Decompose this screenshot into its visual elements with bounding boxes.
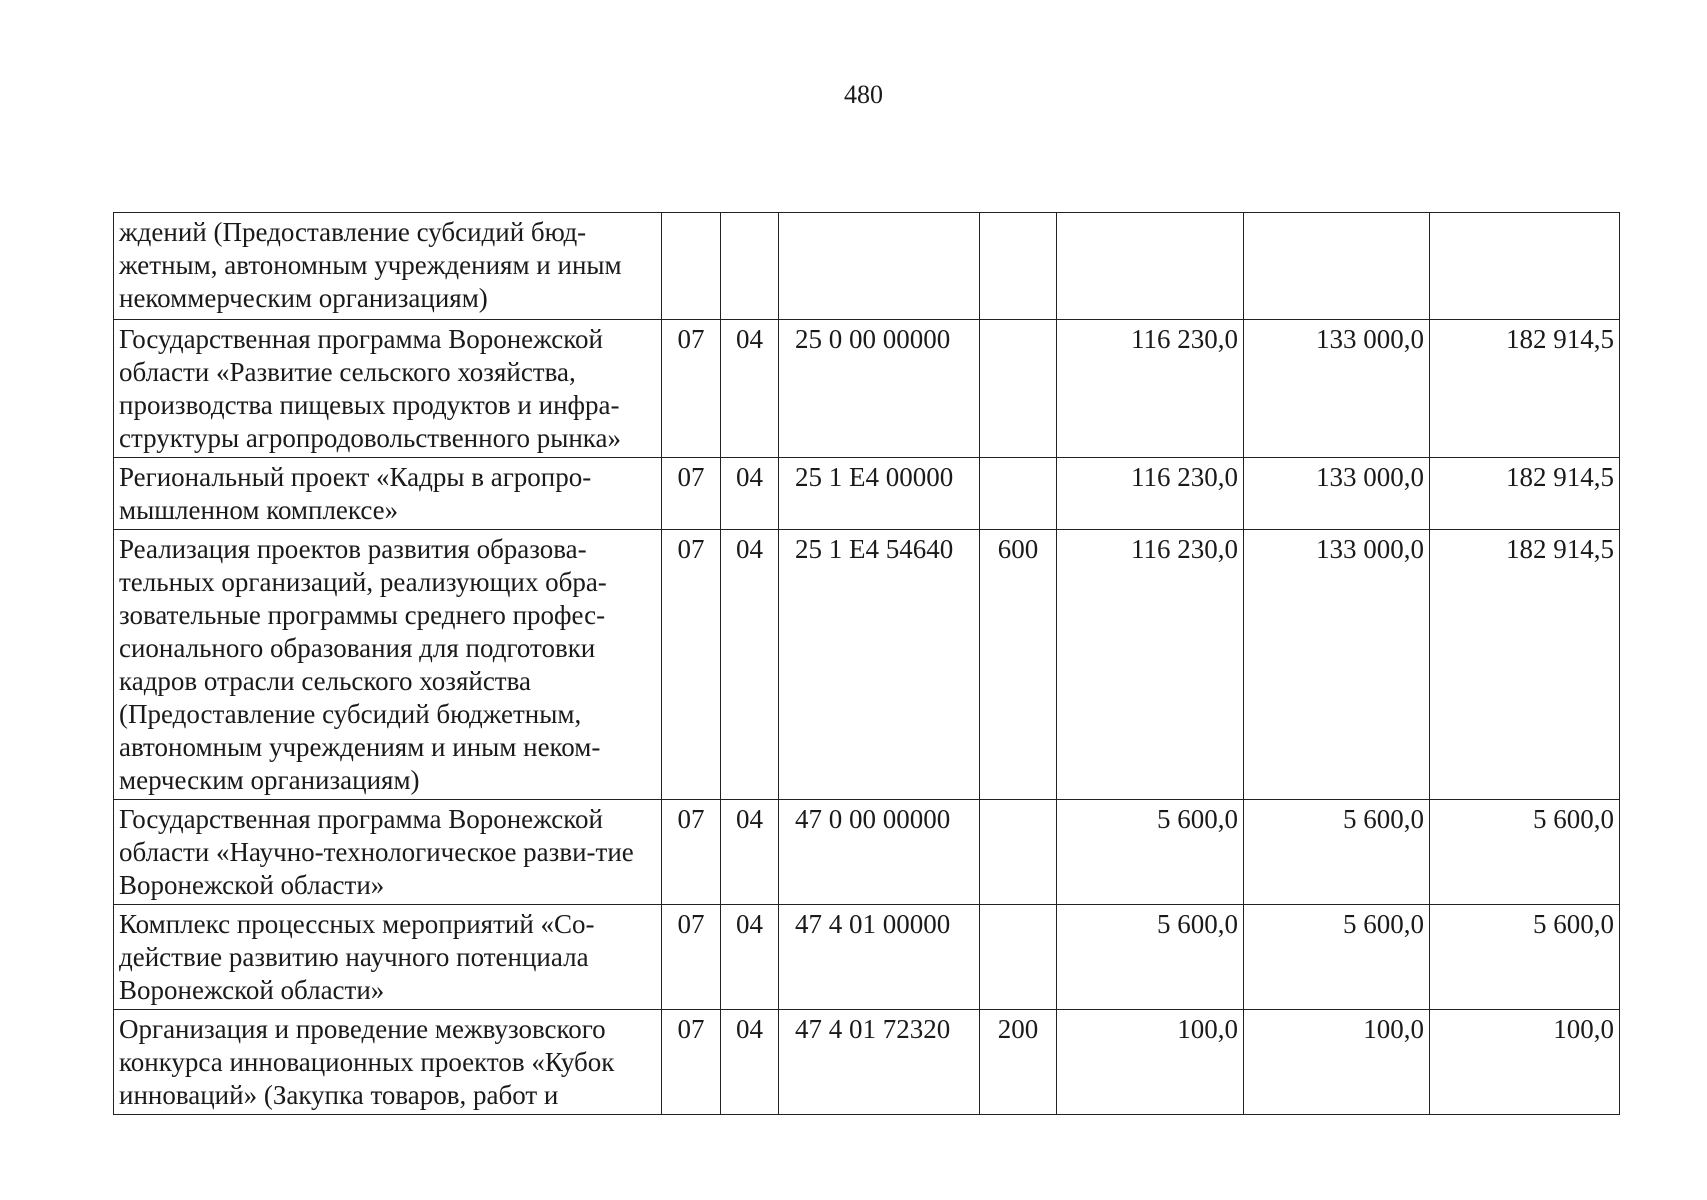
row-csr [779,213,980,320]
row-year-3: 5 600,0 [1430,800,1620,905]
table-row [114,905,1620,1010]
row-year-1: 5 600,0 [1057,905,1244,1010]
row-csr: 47 0 00 00000 [779,800,980,905]
row-csr: 25 1 Е4 54640 [779,530,980,800]
row-name: Реализация проектов развития образова-тельных организаций, реализующих обра-зовательные программы среднего профес-сионального образования для подготовки кадров отрасли сельского хозяйства (Предоставление субсидий бюджетным, автономным учреждениям и иным неком-мерческим организациям) [114,530,662,800]
row-year-3: 182 914,5 [1430,320,1620,458]
row-year-1: 100,0 [1057,1010,1244,1115]
row-csr: 25 0 00 00000 [779,320,980,458]
row-vr: 600 [980,530,1057,800]
row-year-1: 116 230,0 [1057,530,1244,800]
row-year-1: 5 600,0 [1057,800,1244,905]
row-year-1: 116 230,0 [1057,458,1244,530]
row-name: Региональный проект «Кадры в агропро-мышленном комплексе» [114,458,662,530]
row-rz: 07 [662,458,721,530]
row-year-2: 5 600,0 [1244,905,1430,1010]
row-pr: 04 [721,458,779,530]
row-rz [662,213,721,320]
row-year-1 [1057,213,1244,320]
row-year-3: 100,0 [1430,1010,1620,1115]
table-row [114,458,1620,530]
row-rz: 07 [662,905,721,1010]
row-year-3: 182 914,5 [1430,530,1620,800]
row-pr: 04 [721,320,779,458]
row-pr: 04 [721,905,779,1010]
row-year-3 [1430,213,1620,320]
row-pr: 04 [721,1010,779,1115]
row-name: Государственная программа Воронежской области «Развитие сельского хозяйства, производства пищевых продуктов и инфра-структуры агропродовольственного рынка» [114,320,662,458]
row-name: Организация и проведение межвузовского конкурса инновационных проектов «Кубок инноваций» (Закупка товаров, работ и [114,1010,662,1115]
row-rz: 07 [662,320,721,458]
row-csr: 25 1 Е4 00000 [779,458,980,530]
row-year-2: 133 000,0 [1244,320,1430,458]
table-row [114,213,1620,320]
row-vr: 200 [980,1010,1057,1115]
row-vr [980,458,1057,530]
page-number: 480 [844,80,883,109]
row-vr [980,800,1057,905]
table-row [114,1010,1620,1115]
row-year-2: 133 000,0 [1244,530,1430,800]
table-row [114,800,1620,905]
row-year-3: 5 600,0 [1430,905,1620,1010]
row-pr [721,213,779,320]
row-rz: 07 [662,1010,721,1115]
row-name: Комплекс процессных мероприятий «Со-действие развитию научного потенциала Воронежской области» [114,905,662,1010]
row-pr: 04 [721,800,779,905]
table-row [114,530,1620,800]
table-row [114,320,1620,458]
row-csr: 47 4 01 00000 [779,905,980,1010]
row-name: Государственная программа Воронежской области «Научно-технологическое разви-тие Воронежской области» [114,800,662,905]
row-csr: 47 4 01 72320 [779,1010,980,1115]
row-rz: 07 [662,530,721,800]
row-rz: 07 [662,800,721,905]
row-year-1: 116 230,0 [1057,320,1244,458]
budget-table [113,212,1620,1115]
row-name: ждений (Предоставление субсидий бюд-жетным, автономным учреждениям и иным некоммерческим организациям) [114,213,662,320]
row-vr [980,320,1057,458]
row-year-2: 5 600,0 [1244,800,1430,905]
row-year-2: 100,0 [1244,1010,1430,1115]
row-vr [980,905,1057,1010]
row-year-2 [1244,213,1430,320]
row-vr [980,213,1057,320]
row-year-2: 133 000,0 [1244,458,1430,530]
row-year-3: 182 914,5 [1430,458,1620,530]
row-pr: 04 [721,530,779,800]
